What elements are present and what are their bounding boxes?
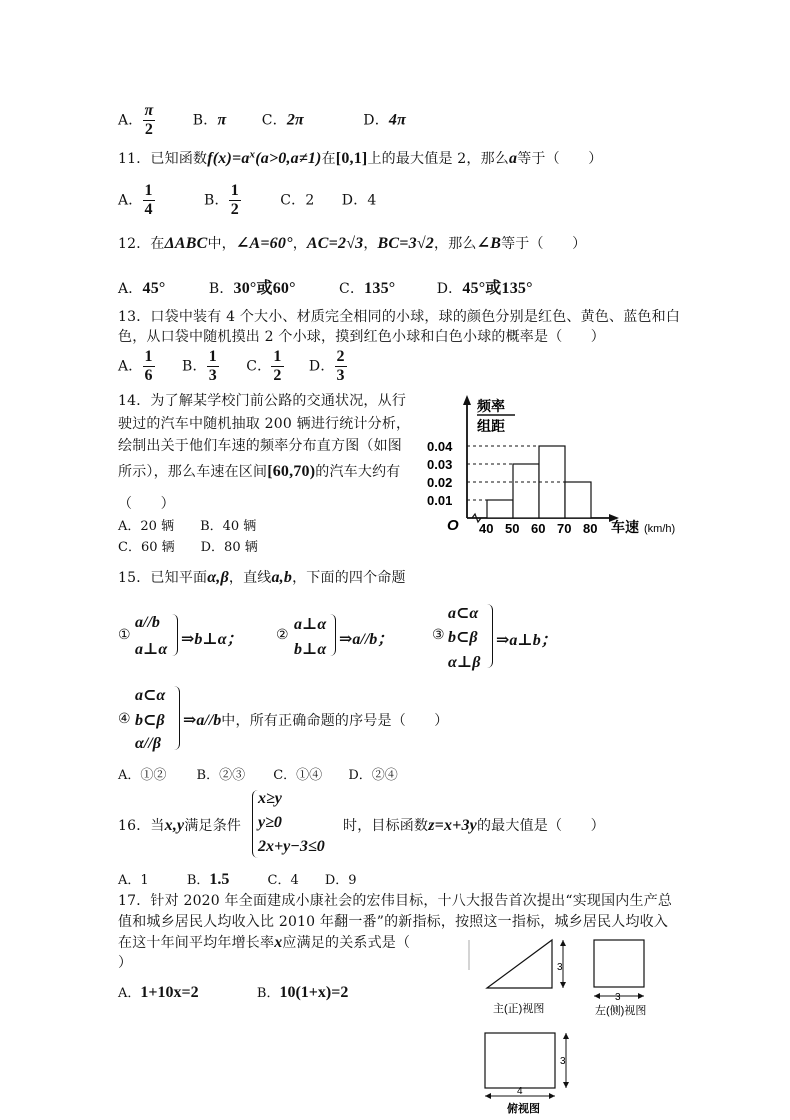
q15-p4-mark: ④	[118, 711, 131, 727]
side-width-label: 3	[615, 992, 621, 1003]
q15-p2-brace	[330, 614, 336, 656]
y-tick-0.04: 0.04	[427, 439, 453, 454]
front-height-label: 3	[557, 962, 563, 973]
y-tick-0.01: 0.01	[427, 493, 453, 508]
side-view-label: 左(侧)视图	[595, 1005, 647, 1017]
q11-options: A． $\frac{1}{4}$ B． $\frac{1}{2}$ C．2 D．4	[118, 182, 377, 218]
q15-p2-result: ⇒a//b；	[339, 631, 394, 648]
frequency-histogram	[425, 393, 695, 538]
q15-p4-brace	[174, 686, 180, 750]
y-label-num: 频率	[477, 398, 505, 414]
q16-cond1: x≥y	[258, 790, 282, 807]
q15-p1-result: ⇒b⊥α；	[181, 631, 243, 648]
q14-line3: 绘制出关于他们车速的频率分布直方图（如图	[118, 438, 402, 454]
top-width-label: 4	[517, 1086, 523, 1097]
three-views-figure	[465, 930, 685, 1120]
q15-p2-mark: ②	[276, 627, 289, 643]
q15-p4-l1: a⊂α	[135, 687, 166, 704]
bar-50-60	[513, 464, 539, 518]
q17-line1: 17．针对 2020 年全面建成小康社会的宏伟目标，十八大报告首次提出“实现国内生产总	[118, 893, 673, 909]
q15-p3-l1: a⊂α	[448, 605, 479, 622]
q14-options-row1: A．20 辆 B．40 辆	[118, 519, 257, 534]
x-tick-50: 50	[505, 521, 520, 536]
q14-line4: 所示），那么车速在区间[60,70)的汽车大约有	[118, 463, 401, 480]
y-tick-0.02: 0.02	[427, 475, 453, 490]
q17-options: A．1+10x=2 B．10(1+x)=2	[118, 984, 349, 1001]
x-tick-80: 80	[583, 521, 598, 536]
q15-p4-result: ⇒a//b中，所有正确命题的序号是（ ）	[183, 712, 449, 729]
q10-a-frac: $\frac{\pi}{2}$	[144, 102, 154, 138]
q15-p3-l3: α⊥β	[448, 654, 481, 671]
q16-pre: 16．当x,y满足条件	[118, 817, 242, 834]
top-view-label: 俯视图	[507, 1103, 540, 1115]
q15-options: A．①② B．②③ C．①④ D．②④	[118, 768, 398, 783]
q15-p4-l2: b⊂β	[135, 712, 165, 729]
q15-p2-l1: a⊥α	[294, 616, 327, 633]
q14-line2: 驶过的汽车中随机抽取 200 辆进行统计分析，	[118, 416, 411, 432]
q14-line5: （ ）	[118, 496, 175, 512]
q15-p3-l2: b⊂β	[448, 629, 478, 646]
top-height-label: 3	[560, 1056, 566, 1067]
q15-p3-result: ⇒a⊥b；	[496, 632, 557, 649]
q16-cond3: 2x+y−3≤0	[258, 838, 325, 855]
q12-options: A．45° B．30°或60° C．135° D．45°或135°	[118, 280, 533, 297]
front-view-label: 主(正)视图	[493, 1003, 545, 1015]
side-view-square	[594, 940, 644, 987]
q16-cond2: y≥0	[258, 814, 282, 831]
q15-p2-l2: b⊥α	[294, 641, 327, 658]
y-tick-0.03: 0.03	[427, 457, 453, 472]
front-view-triangle	[487, 940, 552, 988]
q13-options: A． $\frac{1}{6}$ B． $\frac{1}{3}$ C． $\frac{1}{2}$ D． $\frac{2}{3}$	[118, 348, 345, 384]
q17-line3: 在这十年间平均年增长率x应满足的关系式是（	[118, 934, 411, 951]
q17-line4: ）	[118, 955, 133, 971]
q13-line1: 13．口袋中装有 4 个大小、材质完全相同的小球，球的颜色分别是红色、黄色、蓝色和白	[118, 309, 681, 325]
x-unit: (km/h)	[644, 523, 676, 535]
x-tick-40: 40	[479, 521, 494, 536]
q14-line1: 14．为了解某学校门前公路的交通状况，从行	[118, 393, 407, 409]
y-label-den: 组距	[477, 418, 505, 434]
q15-p1-brace	[172, 614, 178, 656]
q10-options: A． $\frac{\pi}{2}$ B．π C．2π D．4π	[118, 102, 407, 138]
q15-p3-mark: ③	[432, 627, 445, 643]
q17-line2: 值和城乡居民人均收入比 2010 年翻一番”的新指标，按照这一指标，城乡居民人均收入	[118, 914, 669, 930]
q10-a-label: A．	[118, 112, 143, 129]
q16-options: A．1 B．1.5 C．4 D．9	[118, 871, 357, 888]
origin-label: O	[447, 517, 459, 534]
q14-options-row2: C．60 辆 D．80 辆	[118, 540, 258, 555]
y-axis-arrow	[463, 395, 471, 405]
q12-stem: 12．在ΔABC中，∠A=60°，AC=2√3，BC=3√2，那么∠B等于（ ）	[118, 235, 587, 252]
q15-p1-mark: ①	[118, 627, 131, 643]
q15-stem: 15．已知平面α,β，直线a,b，下面的四个命题	[118, 569, 406, 586]
bar-70-80	[565, 482, 591, 518]
x-tick-70: 70	[557, 521, 572, 536]
q15-p1-l1: a//b	[135, 614, 160, 631]
q15-p4-l3: α//β	[135, 735, 161, 752]
top-view-rect	[485, 1033, 555, 1088]
q11-stem: 11．已知函数$f(x)=a^x(a>0,a\ne 1)$在[0,1]上的最大值是 2，那么a等于（ ）	[118, 148, 603, 167]
q15-p3-brace	[487, 604, 493, 668]
x-label: 车速	[611, 519, 639, 535]
q13-line2: 色，从口袋中随机摸出 2 个小球，摸到红色小球和白色小球的概率是（ ）	[118, 329, 606, 345]
bar-40-50	[487, 500, 513, 518]
q15-p1-l2: a⊥α	[135, 641, 168, 658]
x-tick-60: 60	[531, 521, 546, 536]
q16-post: 时，目标函数z=x+3y的最大值是（ ）	[343, 817, 605, 834]
